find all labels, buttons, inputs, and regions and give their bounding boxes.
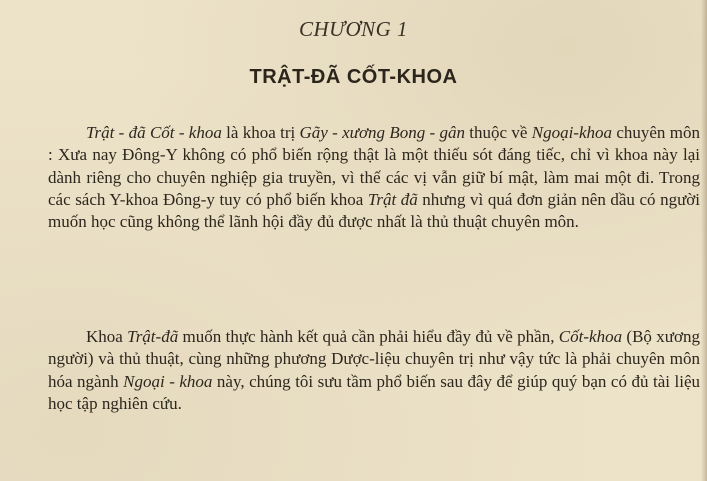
- text-run: thuộc về: [465, 123, 532, 142]
- text-run: Cốt-khoa: [558, 327, 623, 346]
- text-run: Trật - đã Cốt - khoa: [86, 123, 222, 142]
- text-run: là khoa trị: [221, 123, 300, 142]
- text-run: nhưng vì quá đơn giản nên dầu có người muốn học cũng không thể lãnh hội đầy đủ được nhất là thủ thuật chuyên môn.: [48, 189, 701, 232]
- paragraph-1: [48, 122, 700, 233]
- text-run: chuyên môn : Xưa nay Đông-Y không có phổ biến rộng thật là một thiếu sót đáng tiếc, chỉ vì khoa này lại dành riêng cho chuyên nghiệp gia truyền, vì thế các vị vẫn giữ bí mật, làm mai một đi. Trong các sách Y-khoa Đông-y tuy có phổ biến khoa: [48, 123, 700, 209]
- chapter-heading: CHƯƠNG 1: [298, 17, 409, 41]
- paragraph-2: [48, 326, 700, 415]
- text-run: muốn thực hành kết quả cần phải hiểu đầy đủ về phần,: [178, 327, 559, 346]
- text-run: Ngoại - khoa: [123, 371, 213, 391]
- text-run: Gãy - xương Bong - gân: [299, 123, 465, 142]
- page-gutter-shadow: [701, 0, 707, 481]
- text-run: này, chúng tôi sưu tầm phổ biến sau đây để giúp quý bạn có đủ tài liệu học tập nghiên cứu.: [48, 371, 700, 413]
- text-run: Ngoại-khoa: [531, 123, 613, 142]
- text-run: Trật đã: [367, 189, 418, 209]
- section-title: TRẬT-ĐÃ CỐT-KHOA: [249, 66, 458, 88]
- text-run: Khoa: [86, 327, 128, 346]
- text-run: (Bộ xương người) và thủ thuật, cùng những phương Dược-liệu chuyên trị như vậy tức là phải chuyên môn hóa ngành: [48, 327, 700, 391]
- text-run: Trật-đã: [127, 327, 179, 346]
